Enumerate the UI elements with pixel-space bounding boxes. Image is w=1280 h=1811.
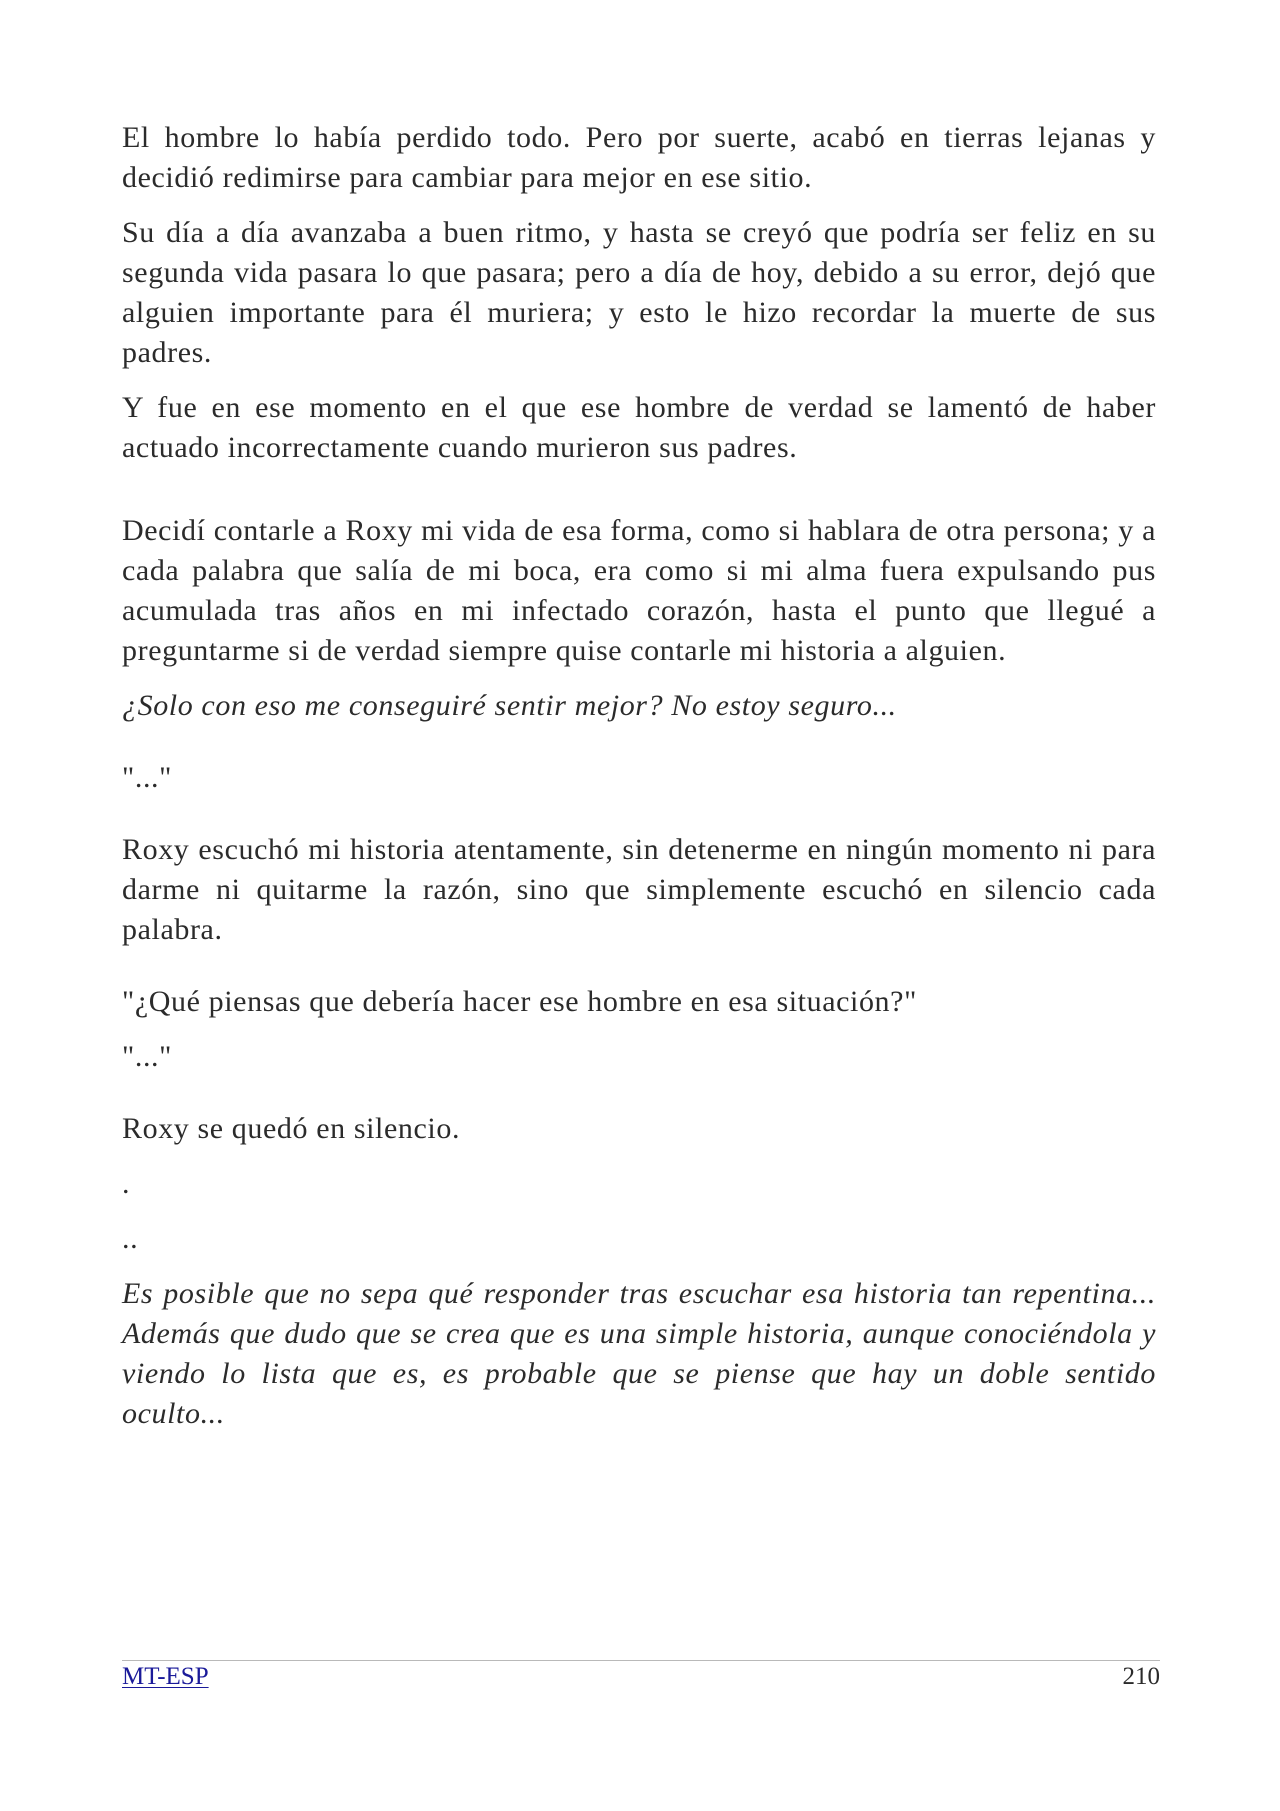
paragraph-6: Roxy se quedó en silencio. <box>122 1112 461 1145</box>
footer-divider <box>122 1660 1160 1661</box>
page-body <box>122 118 1156 1434</box>
paragraph-2: Su día a día avanzaba a buen ritmo, y hasta se creyó que podría ser feliz en su segunda vida pasara lo que pasara; pero a día de hoy, debido a su error, dejó que alguien importante para él muriera; y esto le hizo recordar la muerte de sus padres. <box>122 216 1156 369</box>
paragraph-1: El hombre lo había perdido todo. Pero por suerte, acabó en tierras lejanas y decidió redimirse para cambiar para mejor en ese sitio. <box>122 121 1156 194</box>
dialogue-3: "..." <box>122 1040 172 1073</box>
dialogue-2: "¿Qué piensas que debería hacer ese hombre en esa situación?" <box>122 985 917 1018</box>
thought-2: Es posible que no sepa qué responder tras escuchar esa historia tan repentina... Además que dudo que se crea que es una simple historia, aunque conociéndola y viendo lo lista que es, es probable que se piense que hay un doble sentido oculto... <box>122 1277 1156 1430</box>
paragraph-4: Decidí contarle a Roxy mi vida de esa forma, como si hablara de otra persona; y a cada palabra que salía de mi boca, era como si mi alma fuera expulsando pus acumulada tras años en mi infectado corazón, hasta el punto que llegué a preguntarme si de verdad siempre quise contarle mi historia a alguien. <box>122 514 1156 667</box>
footer-link[interactable]: MT-ESP <box>122 1663 209 1690</box>
dialogue-1: "..." <box>122 761 172 794</box>
thought-1: ¿Solo con eso me conseguiré sentir mejor? No estoy seguro... <box>122 689 897 722</box>
paragraph-3: Y fue en ese momento en el que ese hombre de verdad se lamentó de haber actuado incorrectamente cuando murieron sus padres. <box>122 391 1156 464</box>
scene-break-dot: . <box>122 1167 131 1200</box>
page-number: 210 <box>1122 1663 1160 1690</box>
scene-break-dots: .. <box>122 1222 139 1255</box>
paragraph-5: Roxy escuchó mi historia atentamente, sin detenerme en ningún momento ni para darme ni quitarme la razón, sino que simplemente escuchó en silencio cada palabra. <box>122 833 1156 946</box>
